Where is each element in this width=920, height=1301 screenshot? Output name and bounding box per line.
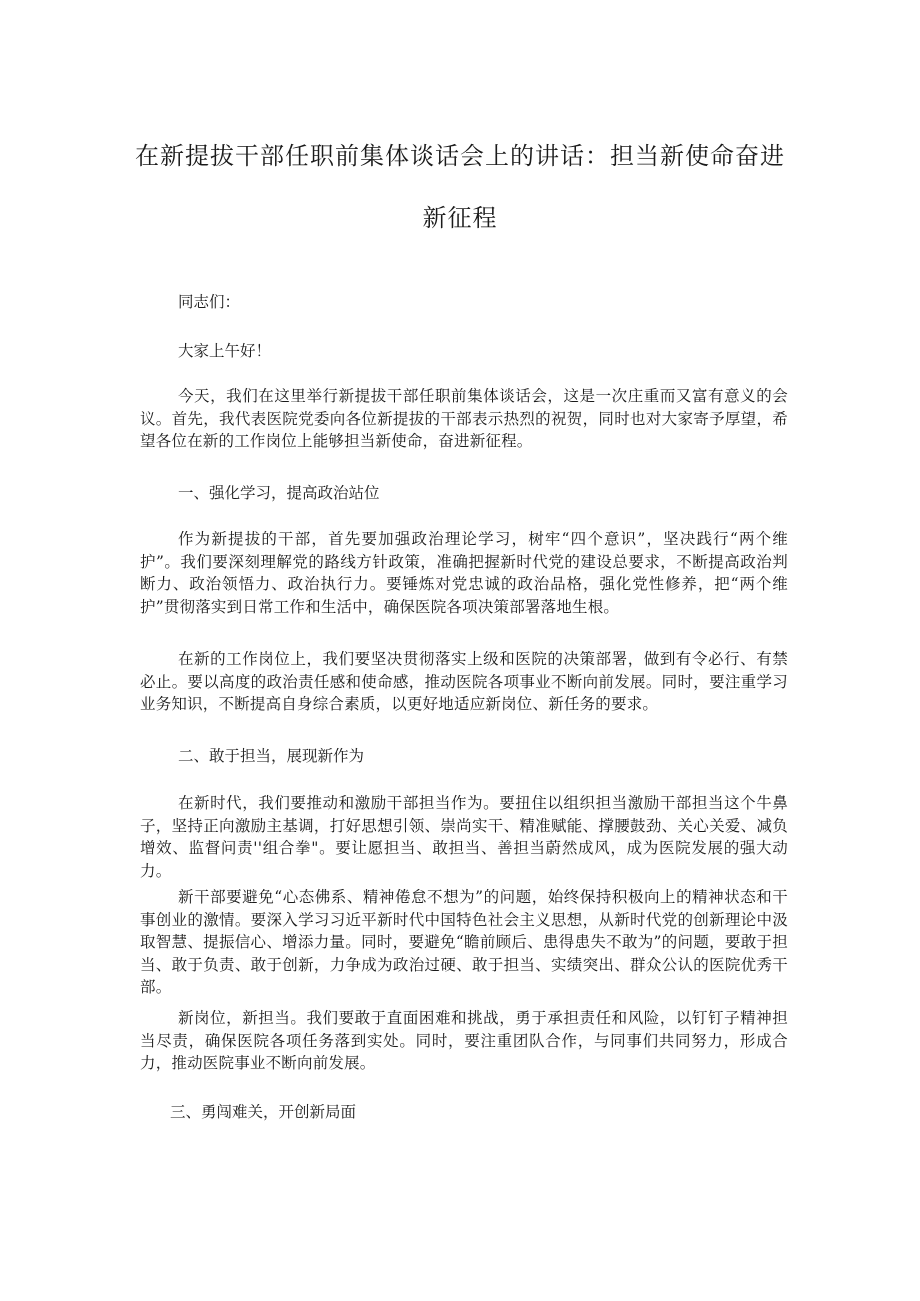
section-3-heading: 三、勇闯难关，开创新局面 [170,1103,357,1121]
section-2-paragraph-3: 新岗位，新担当。我们要敢于直面困难和挑战，勇于承担责任和风险，以钉钉子精神担当尽责，确保医院各项任务落到实处。同时，要注重团队合作，与同事们共同努力，形成合力，推动医院事业不断向前发展。 [140,1009,788,1072]
section-2-paragraph-2: 新干部要避免“心态佛系、精神倦怠不想为”的问题，始终保持积极向上的精神状态和干事创业的激情。要深入学习习近平新时代中国特色社会主义思想，从新时代党的创新理论中汲取智慧、提振信心、增添力量。同时，要避免“瞻前顾后、患得患失不敢为”的问题，要敢于担当、敢于负责、敢于创新，力争成为政治过硬、敢于担当、实绩突出、群众公认的医院优秀干部。 [140,888,788,996]
section-1-heading: 一、强化学习，提高政治站位 [178,484,380,502]
greeting: 大家上午好！ [178,342,272,360]
intro-paragraph: 今天，我们在这里举行新提拔干部任职前集体谈话会，这是一次庄重而又富有意义的会议。首先，我代表医院党委向各位新提拔的干部表示热烈的祝贺，同时也对大家寄予厚望，希望各位在新的工作岗位上能够担当新使命，奋进新征程。 [140,387,788,450]
section-2-heading: 二、敢于担当，展现新作为 [178,747,365,765]
section-1-paragraph-2: 在新的工作岗位上，我们要坚决贯彻落实上级和医院的决策部署，做到有令必行、有禁必止。要以高度的政治责任感和使命感，推动医院各项事业不断向前发展。同时，要注重学习业务知识，不断提高自身综合素质，以更好地适应新岗位、新任务的要求。 [140,650,788,713]
salutation: 同志们： [178,293,241,311]
section-2-paragraph-1: 在新时代，我们要推动和激励干部担当作为。要扭住以组织担当激励干部担当这个牛鼻子，坚持正向激励主基调，打好思想引领、崇尚实干、精准赋能、撑腰鼓劲、关心关爱、减负增效、监督问责''组合拳"。要让愿担当、敢担当、善担当蔚然成风，成为医院发展的强大动力。 [140,794,788,880]
document-title-line-2: 新征程 [422,204,498,232]
section-1-paragraph-1: 作为新提拔的干部，首先要加强政治理论学习，树牢“四个意识”，坚决践行“两个维护”。我们要深刻理解党的路线方针政策，准确把握新时代党的建设总要求，不断提高政治判断力、政治领悟力、政治执行力。要锤炼对党忠诚的政治品格，强化党性修养，把“两个维护”贯彻落实到日常工作和生活中，确保医院各项决策部署落地生根。 [140,530,788,616]
document-title-line-1: 在新提拔干部任职前集体谈话会上的讲话：担当新使命奋进 [135,142,785,170]
